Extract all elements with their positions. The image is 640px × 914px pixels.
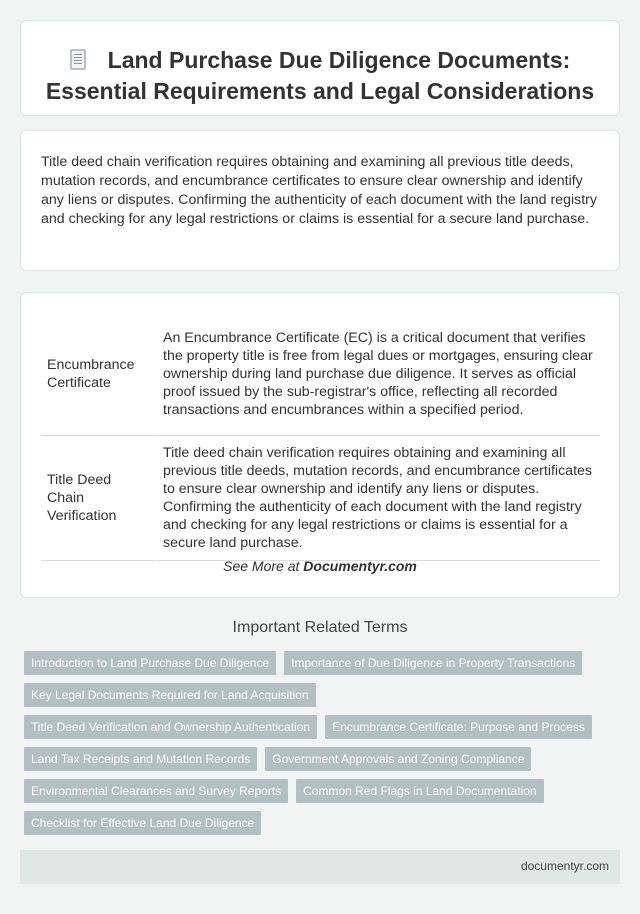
related-terms-list <box>24 651 604 843</box>
table-row <box>41 436 600 561</box>
related-term-tag[interactable]: Environmental Clearances and Survey Reports <box>24 779 288 803</box>
related-term-tag[interactable]: Encumbrance Certificate: Purpose and Process <box>325 715 592 739</box>
related-term-tag[interactable]: Introduction to Land Purchase Due Diligence <box>24 651 276 675</box>
definitions-table <box>41 313 600 561</box>
description-cell: An Encumbrance Certificate (EC) is a critical document that verifies the property title is free from legal dues or mortgages, ensuring clear ownership during land purchase due diligence. It serves as official proof issued by the sub-registrar's office, reflecting all recorded transactions and encumbrances within a specified period. <box>155 313 600 436</box>
related-terms-heading: Important Related Terms <box>232 619 408 636</box>
related-term-tag[interactable]: Common Red Flags in Land Documentation <box>296 779 543 803</box>
intro-paragraph: Title deed chain verification requires obtaining and examining all previous title deeds, mutation records, and encumbrance certificates to ensure clear ownership and identify any liens or disputes. Confirming the authenticity of each document with the land registry and checking for any legal restrictions or claims is essential for a secure land purchase. <box>41 154 597 227</box>
footer-site[interactable]: documentyr.com <box>520 859 609 873</box>
intro-card <box>20 130 620 271</box>
title-card <box>20 20 620 116</box>
see-more-link[interactable]: Documentyr.com <box>303 558 417 574</box>
definitions-card <box>20 292 620 598</box>
page-title-text: Land Purchase Due Diligence Documents: Essential Requirements and Legal Considerations <box>45 47 595 104</box>
term-cell: Encumbrance Certificate <box>41 313 155 436</box>
description-cell: Title deed chain verification requires obtaining and examining all previous title deeds, mutation records, and encumbrance certificates to ensure clear ownership and identify any liens or disputes. Confirming the authenticity of each document with the land registry and checking for any legal restrictions or claims is essential for a secure land purchase. <box>155 436 600 561</box>
see-more-prefix: See More at <box>223 558 304 574</box>
related-term-tag[interactable]: Importance of Due Diligence in Property Transactions <box>284 651 582 675</box>
document-icon <box>70 49 86 70</box>
related-term-tag[interactable]: Land Tax Receipts and Mutation Records <box>24 747 257 771</box>
term-cell: Title Deed Chain Verification <box>41 436 155 561</box>
related-term-tag[interactable]: Government Approvals and Zoning Compliance <box>265 747 531 771</box>
footer <box>20 850 620 884</box>
related-term-tag[interactable]: Title Deed Verification and Ownership Authentication <box>24 715 317 739</box>
table-row <box>41 313 600 436</box>
see-more <box>21 558 619 574</box>
page-title <box>41 45 599 107</box>
related-term-tag[interactable]: Key Legal Documents Required for Land Acquisition <box>24 683 316 707</box>
related-term-tag[interactable]: Checklist for Effective Land Due Diligence <box>24 811 261 835</box>
